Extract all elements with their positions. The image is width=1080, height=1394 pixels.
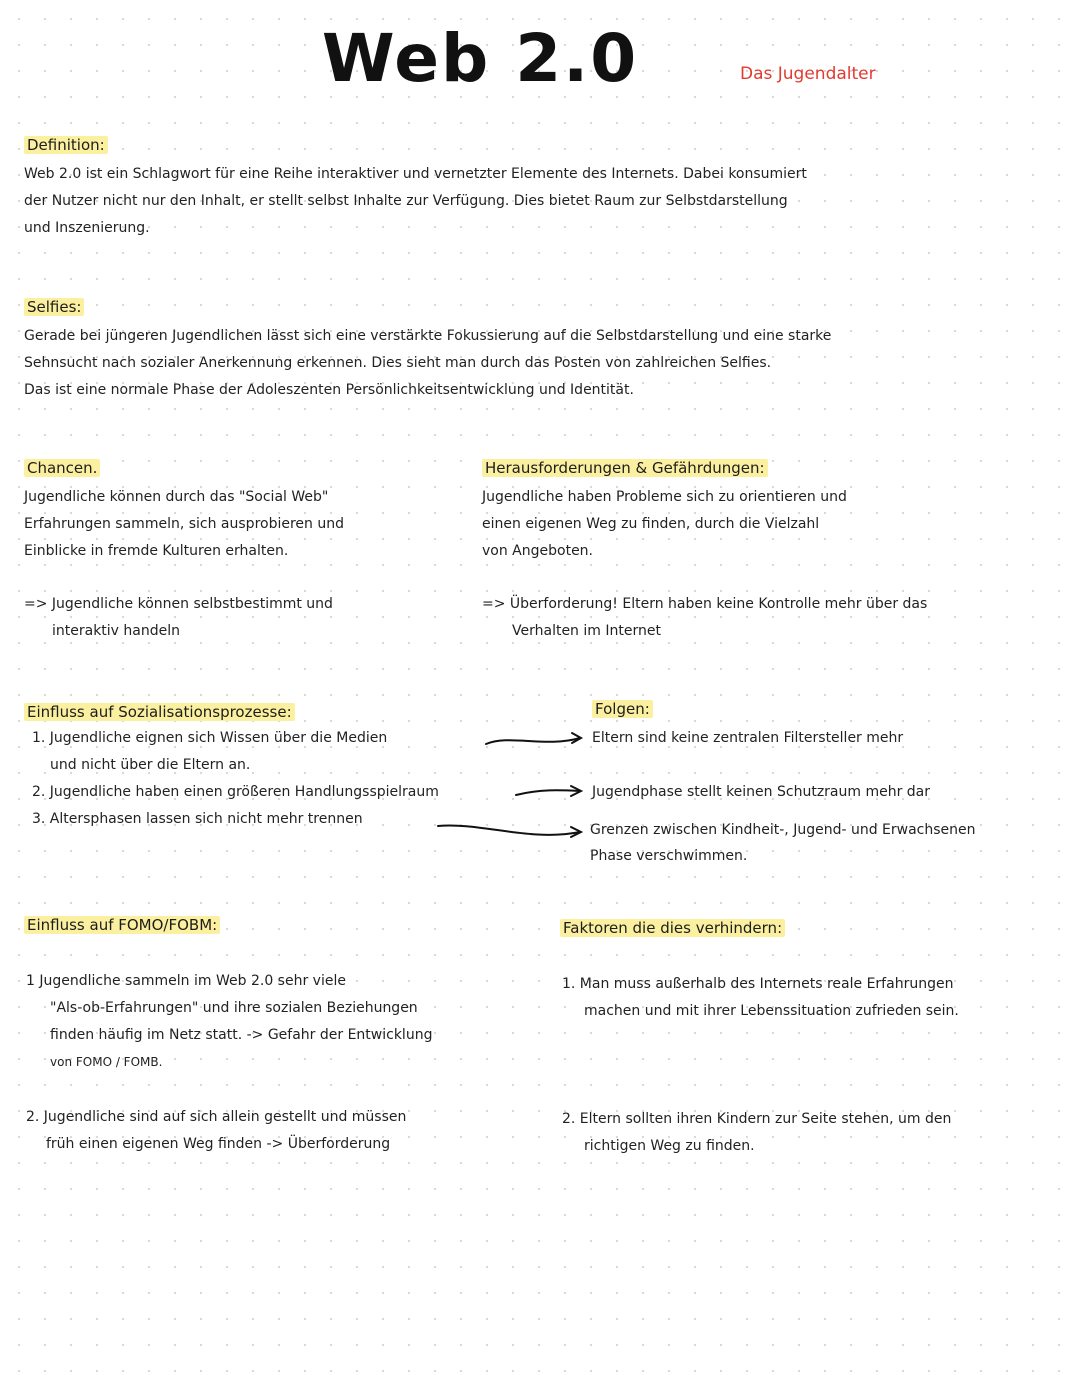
fomo-item-1-line: 1 Jugendliche sammeln im Web 2.0 sehr viele xyxy=(26,973,346,989)
folgen-item: Jugendphase stellt keinen Schutzraum mehr dar xyxy=(592,784,931,800)
herausforderungen-line: von Angeboten. xyxy=(482,543,594,559)
selfies-line: Gerade bei jüngeren Jugendlichen lässt sich eine verstärkte Fokussierung auf die Selbstdarstellung und eine starke xyxy=(24,328,832,344)
folgen-item: Eltern sind keine zentralen Filtersteller mehr xyxy=(592,730,904,746)
selfies-line: Sehnsucht nach sozialer Anerkennung erkennen. Dies sieht man durch das Posten von zahlreichen Selfies. xyxy=(24,355,772,371)
herausforderungen-conclusion xyxy=(482,591,1062,645)
arrow-3-head xyxy=(571,827,581,837)
folgen-item: Phase verschwimmen. xyxy=(590,848,748,864)
fomo-item-1-line: von FOMO / FOMB. xyxy=(50,1055,163,1069)
definition-line: Web 2.0 ist ein Schlagwort für eine Reihe interaktiver und vernetzter Elemente des Internets. Dabei konsumiert xyxy=(24,166,807,182)
fomo-heading: Einfluss auf FOMO/FOBM: xyxy=(24,916,220,934)
chancen-text xyxy=(24,484,464,565)
herausforderungen-text xyxy=(482,484,1042,565)
chancen-conclusion-line: => Jugendliche können selbstbestimmt und xyxy=(24,596,333,612)
fomo-item-2-line: 2. Jugendliche sind auf sich allein gestellt und müssen xyxy=(26,1109,407,1125)
faktoren-item-1-line: 1. Man muss außerhalb des Internets reale Erfahrungen xyxy=(562,976,954,992)
sozialisation-item: und nicht über die Eltern an. xyxy=(50,757,251,773)
page-subtitle: Das Jugendalter xyxy=(740,64,876,84)
fomo-item-2-line: früh einen eigenen Weg finden -> Überforderung xyxy=(46,1136,391,1152)
faktoren-item-1-line: machen und mit ihrer Lebenssituation zufrieden sein. xyxy=(584,1003,959,1019)
herausforderungen-conclusion-line: => Überforderung! Eltern haben keine Kontrolle mehr über das xyxy=(482,596,928,612)
fomo-item-1-line: finden häufig im Netz statt. -> Gefahr der Entwicklung xyxy=(50,1027,433,1043)
faktoren-item-2-line: richtigen Weg zu finden. xyxy=(584,1138,755,1154)
faktoren-item-1 xyxy=(562,971,1062,1025)
faktoren-heading: Faktoren die dies verhindern: xyxy=(560,919,785,937)
sozialisation-item: 3. Altersphasen lassen sich nicht mehr trennen xyxy=(32,811,363,827)
chancen-conclusion xyxy=(24,591,464,645)
sozialisation-item: 1. Jugendliche eignen sich Wissen über die Medien xyxy=(32,730,388,746)
fomo-item-2 xyxy=(26,1104,496,1158)
page-title: Web 2.0 xyxy=(321,20,639,97)
selfies-heading: Selfies: xyxy=(24,298,84,316)
faktoren-item-2 xyxy=(562,1106,1062,1160)
chancen-conclusion-line: interaktiv handeln xyxy=(52,623,181,639)
herausforderungen-line: einen eigenen Weg zu finden, durch die Vielzahl xyxy=(482,516,820,532)
chancen-line: Erfahrungen sammeln, sich ausprobieren und xyxy=(24,516,344,532)
herausforderungen-heading: Herausforderungen & Gefährdungen: xyxy=(482,459,768,477)
sozialisation-list xyxy=(32,725,482,833)
fomo-item-1 xyxy=(26,968,496,1076)
selfies-text xyxy=(24,323,1069,404)
arrow-2 xyxy=(516,790,580,795)
sozialisation-item: 2. Jugendliche haben einen größeren Handlungsspielraum xyxy=(32,784,439,800)
arrow-1-head xyxy=(572,733,581,743)
definition-line: der Nutzer nicht nur den Inhalt, er stellt selbst Inhalte zur Verfügung. Dies bietet Raum zur Selbstdarstellung xyxy=(24,193,788,209)
selfies-line: Das ist eine normale Phase der Adoleszenten Persönlichkeitsentwicklung und Identität. xyxy=(24,382,634,398)
chancen-line: Jugendliche können durch das "Social Web" xyxy=(24,489,329,505)
chancen-line: Einblicke in fremde Kulturen erhalten. xyxy=(24,543,289,559)
arrow-2-head xyxy=(571,786,581,796)
chancen-heading: Chancen. xyxy=(24,459,100,477)
definition-text xyxy=(24,161,1064,242)
herausforderungen-conclusion-line: Verhalten im Internet xyxy=(512,623,661,639)
herausforderungen-line: Jugendliche haben Probleme sich zu orientieren und xyxy=(482,489,847,505)
arrow-1 xyxy=(486,738,580,744)
definition-heading: Definition: xyxy=(24,136,108,154)
faktoren-item-2-line: 2. Eltern sollten ihren Kindern zur Seite stehen, um den xyxy=(562,1111,952,1127)
fomo-item-1-line: "Als-ob-Erfahrungen" und ihre sozialen Beziehungen xyxy=(50,1000,418,1016)
definition-line: und Inszenierung. xyxy=(24,220,150,236)
folgen-heading: Folgen: xyxy=(592,700,653,718)
folgen-item: Grenzen zwischen Kindheit-, Jugend- und Erwachsenen xyxy=(590,822,976,838)
sozialisation-heading: Einfluss auf Sozialisationsprozesse: xyxy=(24,703,295,721)
